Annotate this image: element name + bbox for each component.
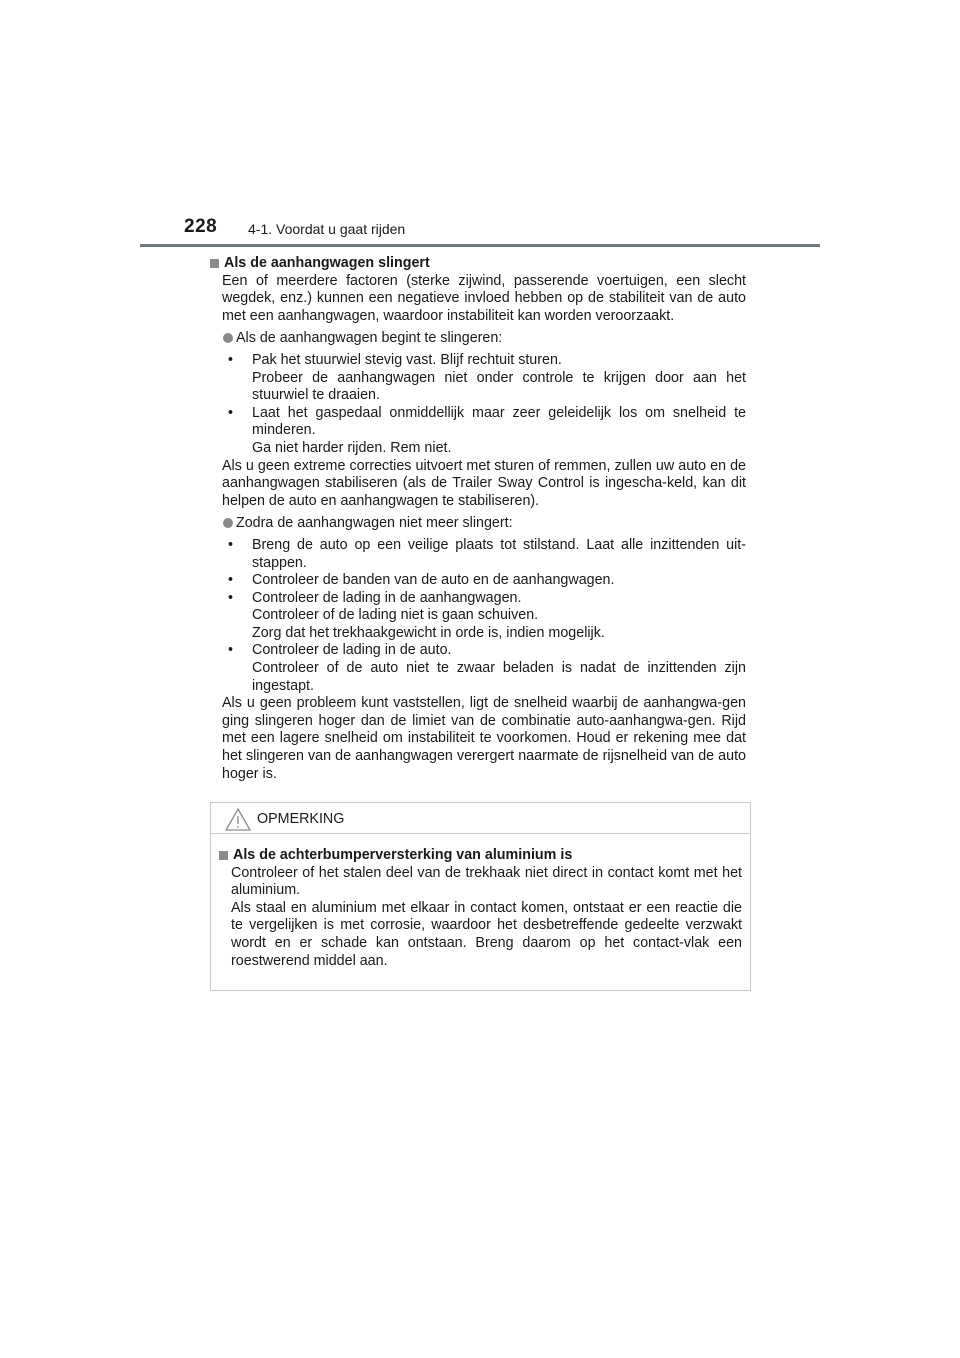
page-number: 228: [184, 216, 218, 237]
section-title: 4-1. Voordat u gaat rijden: [248, 221, 406, 237]
notice-title: OPMERKING: [257, 811, 345, 827]
bullet-continuation: Zorg dat het trekhaakgewicht in orde is, indien mogelijk.: [252, 624, 605, 641]
dot-bullet-icon: •: [228, 642, 234, 659]
notice-heading: Als de achterbumperversterking van aluminium is: [219, 847, 742, 865]
main-content: [210, 255, 746, 783]
header-rule: [140, 244, 820, 247]
circle-bullet-icon: [223, 333, 233, 343]
bullet-item: • Controleer de lading in de aanhangwagen.: [228, 589, 522, 606]
square-bullet-icon: [219, 851, 228, 860]
section-heading: Als de aanhangwagen slingert: [210, 255, 746, 273]
intro-paragraph: Een of meerdere factoren (sterke zijwind, passerende voertuigen, een slecht wegdek, enz.) kunnen een negatieve invloed hebben op de stabiliteit van de auto met een aanhangwagen, waardoor instabiliteit kan worden veroorzaakt.: [222, 272, 746, 324]
paragraph: Als u geen probleem kunt vaststellen, ligt de snelheid waarbij de aanhangwa-gen ging slingeren hoger dan de limiet van de combinatie auto-aanhangwa-gen. Rijd met een lagere snelheid om instabiliteit te voorkomen. Houd er rekening mee dat het slingeren van de aanhangwagen verergert naarmate de rijsnelheid van de auto hoger is.: [222, 695, 746, 782]
bullet-item: • Controleer de banden van de auto en de aanhangwagen.: [228, 572, 615, 589]
bullet-continuation: Controleer of de auto niet te zwaar beladen is nadat de inzittenden zijn ingestapt.: [252, 660, 746, 694]
notice-paragraph: Als staal en aluminium met elkaar in contact komen, ontstaat er een reactie die te vergelijken is met corrosie, waardoor het desbetreffende gedeelte verzwakt wordt en er schade kan ontstaan. Breng daarom op het contact-vlak een roestwerend middel aan.: [231, 899, 742, 969]
circle-bullet-icon: [223, 518, 233, 528]
bullet-item: • Pak het stuurwiel stevig vast. Blijf rechtuit sturen.: [228, 351, 562, 368]
notice-header: [211, 803, 750, 834]
bullet-continuation: Ga niet harder rijden. Rem niet.: [252, 439, 452, 456]
dot-bullet-icon: •: [228, 572, 234, 589]
dot-bullet-icon: •: [228, 351, 234, 368]
square-bullet-icon: [210, 259, 219, 268]
bullet-continuation: Controleer of de lading niet is gaan schuiven.: [252, 607, 539, 624]
dot-bullet-icon: •: [228, 589, 234, 606]
list-item: Als de aanhangwagen begint te slingeren:: [210, 330, 746, 348]
bullet-item: • Laat het gaspedaal onmiddellijk maar zeer geleidelijk los om snelheid te minderen.: [228, 404, 746, 439]
notice-paragraph: Controleer of het stalen deel van de trekhaak niet direct in contact komt met het aluminium.: [231, 864, 742, 899]
notice-body: [211, 834, 750, 970]
warning-icon: [225, 808, 251, 831]
list-item: Zodra de aanhangwagen niet meer slingert:: [210, 515, 746, 533]
dot-bullet-icon: •: [228, 404, 234, 421]
page-header: [184, 216, 820, 246]
bullet-continuation: Probeer de aanhangwagen niet onder controle te krijgen door aan het stuurwiel te draaien.: [252, 369, 746, 404]
paragraph: Als u geen extreme correcties uitvoert met sturen of remmen, zullen uw auto en de aanhangwagen stabiliseren (als de Trailer Sway Control is ingescha-keld, kan dit helpen de auto en aanhangwagen te stabiliseren).: [222, 457, 746, 509]
dot-bullet-icon: •: [228, 536, 234, 553]
bullet-item: • Controleer de lading in de auto.: [228, 642, 452, 659]
bullet-item: • Breng de auto op een veilige plaats tot stilstand. Laat alle inzittenden uit-stappen.: [228, 536, 746, 571]
notice-box: [210, 802, 751, 991]
